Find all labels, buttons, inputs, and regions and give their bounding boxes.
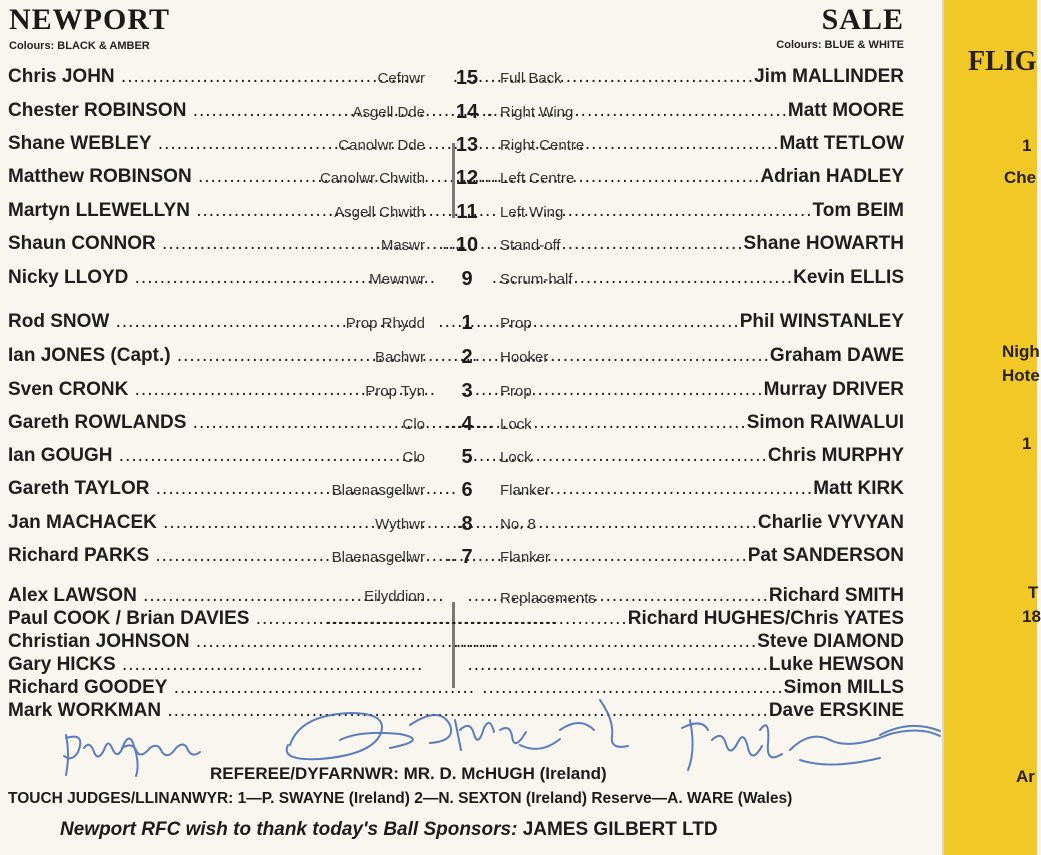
away-team-name: SALE (821, 3, 904, 36)
home-replacement: Christian JOHNSON ..... (8, 631, 294, 653)
signature-swayne (64, 735, 200, 776)
home-player: Chester ROBINSON ..... (8, 100, 294, 122)
english-position: Lock (500, 416, 532, 433)
lineup-row (0, 410, 942, 442)
home-player: Jan MACHACEK ..... (8, 512, 294, 534)
home-player: Richard PARKS ..... (8, 545, 294, 567)
replacement-row (0, 700, 942, 723)
away-player (624, 133, 904, 155)
lineup-row (0, 131, 942, 163)
home-player: Gareth TAYLOR ..... (8, 478, 294, 500)
lineup-row (0, 443, 942, 475)
home-player: Chris JOHN ..... (8, 66, 294, 88)
home-team-colours: Colours: BLACK & AMBER (9, 40, 150, 52)
shirt-number: 4 (461, 413, 473, 435)
lineup-row (0, 309, 942, 341)
home-replacement: Gary HICKS ..... (8, 654, 294, 676)
lineup-row (0, 476, 942, 508)
away-player-name: Shane HOWARTH (743, 233, 904, 254)
side-panel-text: 18 (1022, 607, 1041, 626)
away-player (624, 66, 904, 88)
shirt-number: 15 (455, 67, 479, 89)
away-replacement-name: Richard HUGHES/Chris YATES (627, 608, 904, 629)
away-player-name: Murray DRIVER (763, 379, 904, 400)
away-player-name: Matt MOORE (787, 100, 904, 121)
shirt-number: 8 (461, 513, 473, 535)
away-replacement (624, 700, 904, 722)
away-team-colours: Colours: BLUE & WHITE (776, 39, 904, 51)
away-player-name: Graham DAWE (769, 345, 904, 366)
home-player: Sven CRONK ..... (8, 379, 294, 401)
flight-info-panel (942, 0, 1041, 855)
away-player (624, 512, 904, 534)
side-panel-text: Che (1004, 168, 1037, 187)
welsh-position: Blaenasgellwr (331, 549, 425, 566)
welsh-position: Mewnwr (369, 271, 425, 288)
home-team-name: NEWPORT (9, 3, 170, 36)
english-position: Flanker (500, 482, 551, 499)
replacement-row (0, 608, 942, 631)
welsh-position: Blaenasgellwr (331, 482, 425, 499)
english-position: Prop (500, 315, 532, 332)
away-player (624, 166, 904, 188)
handwritten-mark (452, 143, 455, 218)
shirt-number: 6 (461, 479, 473, 501)
home-player: Shaun CONNOR ..... (8, 233, 294, 255)
replacement-row (0, 677, 942, 700)
away-player-name: Matt TETLOW (779, 133, 904, 154)
english-position: Left Wing (500, 204, 564, 221)
english-position: Right Wing (500, 104, 574, 121)
english-position: Left Centre (500, 170, 575, 187)
welsh-position: Canolwr Dde (338, 137, 425, 154)
home-replacement: Mark WORKMAN ..... (8, 700, 294, 722)
signature-sexton (682, 720, 940, 770)
lineup-row (0, 510, 942, 542)
side-panel-text: Hote (1002, 366, 1040, 385)
shirt-number: 10 (455, 234, 479, 256)
away-player (624, 233, 904, 255)
away-player (624, 311, 904, 333)
lineup-row (0, 164, 942, 196)
away-player (624, 478, 904, 500)
english-position: Stand-off (500, 237, 561, 254)
home-player: Rod SNOW ..... (8, 311, 294, 333)
away-player (624, 545, 904, 567)
shirt-number: 3 (461, 380, 473, 402)
away-player-name: Matt KIRK (813, 478, 904, 499)
replacements-welsh-label: Eilyddion (364, 588, 425, 605)
welsh-position: Prop Tyn (365, 383, 425, 400)
side-panel-heading: FLIG (968, 46, 1037, 77)
shirt-number: 13 (455, 134, 479, 156)
home-player: Martyn LLEWELLYN ..... (8, 200, 294, 222)
sponsor-name: JAMES GILBERT LTD (522, 819, 718, 840)
away-replacement-name: Simon MILLS (783, 677, 904, 698)
side-panel-text: 1 (1022, 136, 1032, 155)
replacement-row (0, 585, 942, 608)
away-player-name: Jim MALLINDER (754, 66, 904, 87)
home-player: Ian JONES (Capt.) ..... (8, 345, 294, 367)
away-player-name: Simon RAIWALUI (746, 412, 904, 433)
welsh-position: Clo (402, 449, 425, 466)
welsh-position: Wythwr (375, 516, 425, 533)
away-player-name: Kevin ELLIS (793, 267, 904, 288)
away-replacement (624, 585, 904, 607)
away-replacement (624, 654, 904, 676)
away-replacement-name: Dave ERSKINE (768, 700, 904, 721)
welsh-position: Bachwr (374, 349, 425, 366)
shirt-number: 9 (461, 268, 473, 290)
touch-judges-line: TOUCH JUDGES/LLINANWYR: 1—P. SWAYNE (Ireland) 2—N. SEXTON (Ireland) Reserve—A. WARE (Wales) (8, 790, 793, 807)
lineup-row (0, 198, 942, 230)
away-player-name: Tom BEIM (812, 200, 904, 221)
sponsor-line (60, 819, 718, 841)
replacements-label: Replacements (500, 590, 596, 607)
side-panel-text: T (1028, 583, 1039, 602)
away-replacement-name: Steve DIAMOND (757, 631, 904, 652)
lineup-row (0, 64, 942, 96)
welsh-position: Maswr (380, 237, 425, 254)
welsh-position: Prop Rhydd (345, 315, 425, 332)
home-player: Ian GOUGH ..... (8, 445, 294, 467)
away-player (624, 445, 904, 467)
english-position: Hooker (500, 349, 549, 366)
shirt-number: 5 (461, 446, 473, 468)
away-player-name: Chris MURPHY (767, 445, 904, 466)
away-player-name: Pat SANDERSON (747, 545, 904, 566)
side-panel-text: Nigh (1002, 342, 1040, 361)
lineup-row (0, 377, 942, 409)
home-player: Shane WEBLEY ..... (8, 133, 294, 155)
shirt-number: 1 (461, 312, 473, 334)
english-position: No. 8 (500, 516, 536, 533)
shirt-number: 12 (455, 167, 479, 189)
shirt-number: 2 (461, 346, 473, 368)
lineup-row (0, 231, 942, 263)
replacement-row (0, 654, 942, 677)
lineup-row (0, 98, 942, 130)
shirt-number: 14 (455, 101, 479, 123)
away-player (624, 100, 904, 122)
away-player (624, 267, 904, 289)
replacement-row (0, 631, 942, 654)
away-player (624, 412, 904, 434)
english-position: Scrum-half (500, 271, 573, 288)
home-player: Gareth ROWLANDS ..... (8, 412, 294, 434)
sponsor-text: Newport RFC wish to thank today's Ball Sponsors: (60, 819, 518, 840)
referee-line: REFEREE/DYFARNWR: MR. D. McHUGH (Ireland) (210, 764, 607, 783)
away-player-name: Phil WINSTANLEY (739, 311, 904, 332)
away-player-name: Charlie VYVYAN (757, 512, 904, 533)
home-player: Nicky LLOYD ..... (8, 267, 294, 289)
home-replacement: Alex LAWSON ..... (8, 585, 294, 607)
home-player: Matthew ROBINSON ..... (8, 166, 294, 188)
away-player (624, 200, 904, 222)
english-position: Lock (500, 449, 532, 466)
welsh-position: Cefnwr (377, 70, 425, 87)
shirt-number: 7 (461, 546, 473, 568)
away-replacement (624, 631, 904, 653)
home-replacement: Paul COOK / Brian DAVIES ..... (8, 608, 294, 630)
side-panel-text: 1 (1022, 434, 1032, 453)
away-player-name: Adrian HADLEY (760, 166, 904, 187)
english-position: Right Centre (500, 137, 585, 154)
lineup-row (0, 543, 942, 575)
away-replacement (624, 677, 904, 699)
away-replacement-name: Richard SMITH (768, 585, 904, 606)
away-replacement (624, 608, 904, 630)
welsh-position: Clo (402, 416, 425, 433)
english-position: Prop (500, 383, 532, 400)
side-panel-text: Ar (1016, 767, 1035, 786)
lineup-row (0, 265, 942, 297)
shirt-number: 11 (456, 201, 478, 223)
lineup-row (0, 343, 942, 375)
welsh-position: Canolwr Chwith (319, 170, 425, 187)
welsh-position: Asgell Chwith (334, 204, 425, 221)
away-player (624, 379, 904, 401)
english-position: Flanker (500, 549, 551, 566)
welsh-position: Asgell Dde (352, 104, 425, 121)
away-replacement-name: Luke HEWSON (768, 654, 904, 675)
english-position: Full Back (500, 70, 562, 87)
away-player (624, 345, 904, 367)
home-replacement: Richard GOODEY ..... (8, 677, 294, 699)
